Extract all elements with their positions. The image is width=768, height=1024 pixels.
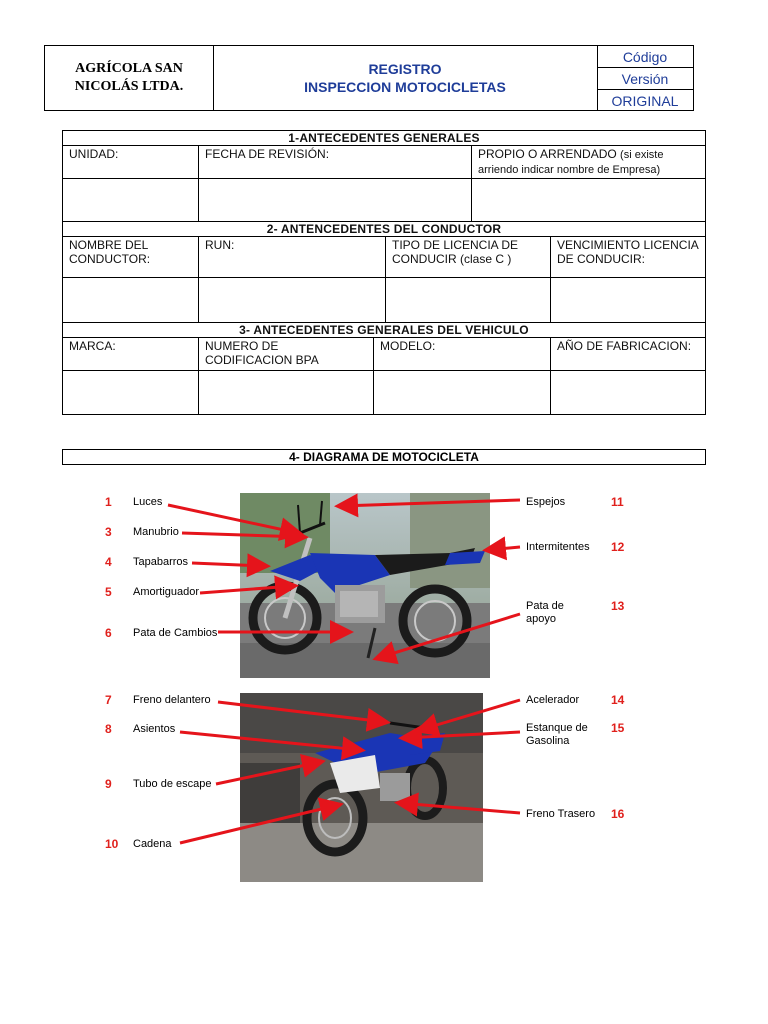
section-3-title: 3- ANTECEDENTES GENERALES DEL VEHICULO xyxy=(63,323,706,338)
marca-field[interactable] xyxy=(63,371,199,415)
run-field[interactable] xyxy=(199,278,386,323)
part-number-3: 3 xyxy=(105,525,112,539)
part-label-intermitentes: Intermitentes xyxy=(526,541,590,553)
marca-label xyxy=(63,338,199,371)
part-number-8: 8 xyxy=(105,722,112,736)
part-label-manubrio: Manubrio xyxy=(133,526,179,538)
tipo-line-1: TIPO DE LICENCIA DE xyxy=(392,238,519,252)
numero-label xyxy=(199,338,374,371)
run-label xyxy=(199,237,386,278)
pata-apoyo-line-1: Pata de xyxy=(526,600,564,612)
part-number-13: 13 xyxy=(611,599,625,613)
part-number-11: 11 xyxy=(611,495,624,509)
part-label-freno-trasero: Freno Trasero xyxy=(526,808,596,820)
part-number-1: 1 xyxy=(105,495,112,509)
fecha-label xyxy=(199,146,472,179)
propio-main: PROPIO O ARRENDADO xyxy=(478,147,617,161)
nombre-label xyxy=(63,237,199,278)
title-line-1: REGISTRO xyxy=(368,61,442,77)
part-number-4: 4 xyxy=(105,555,112,569)
section-4-title: 4- DIAGRAMA DE MOTOCICLETA xyxy=(62,449,706,465)
part-number-15: 15 xyxy=(611,721,625,735)
propio-note-2: arriendo indicar nombre de Empresa) xyxy=(478,164,661,176)
tipo-line-2: CONDUCIR (clase C ) xyxy=(392,252,512,266)
part-label-acelerador: Acelerador xyxy=(526,694,580,706)
venc-line-1: VENCIMIENTO LICENCIA xyxy=(557,238,699,252)
vencimiento-label xyxy=(551,237,706,278)
part-label-amortiguador: Amortiguador xyxy=(133,586,200,598)
company-line-1: AGRÍCOLA SAN xyxy=(75,61,183,76)
part-label-pata-de-cambios: Pata de Cambios xyxy=(133,627,218,639)
pata-apoyo-line-2: apoyo xyxy=(526,613,556,625)
part-label-pata-de-apoyo xyxy=(526,600,564,626)
fecha-field[interactable] xyxy=(199,179,472,222)
title-line-2: INSPECCION MOTOCICLETAS xyxy=(304,79,506,95)
document-meta xyxy=(597,46,693,110)
part-label-freno-delantero: Freno delantero xyxy=(133,694,211,706)
original-label: ORIGINAL xyxy=(611,92,679,109)
vencimiento-field[interactable] xyxy=(551,278,706,323)
nombre-field[interactable] xyxy=(63,278,199,323)
motorcycle-photo-front xyxy=(240,693,483,882)
part-number-16: 16 xyxy=(611,807,625,821)
modelo-text: MODELO: xyxy=(380,339,436,353)
inspection-form xyxy=(62,130,706,415)
codigo-label: Código xyxy=(597,46,693,68)
venc-line-2: DE CONDUCIR: xyxy=(557,252,646,266)
part-label-tubo-de-escape: Tubo de escape xyxy=(133,778,212,790)
tipo-licencia-label xyxy=(386,237,551,278)
section-1-title: 1-ANTECEDENTES GENERALES xyxy=(63,131,706,146)
part-label-tapabarros: Tapabarros xyxy=(133,556,189,568)
nombre-line-2: CONDUCTOR: xyxy=(69,252,151,266)
unidad-text: UNIDAD: xyxy=(69,147,119,161)
fecha-text: FECHA DE REVISIÓN: xyxy=(205,147,330,161)
part-number-5: 5 xyxy=(105,585,112,599)
company-name xyxy=(45,46,214,110)
modelo-field[interactable] xyxy=(374,371,551,415)
part-number-12: 12 xyxy=(611,540,625,554)
part-label-cadena: Cadena xyxy=(133,838,172,850)
unidad-label xyxy=(63,146,199,179)
anio-label xyxy=(551,338,706,371)
tipo-licencia-field[interactable] xyxy=(386,278,551,323)
motorcycle-photo-side xyxy=(240,493,490,678)
run-text: RUN: xyxy=(205,238,235,252)
part-number-6: 6 xyxy=(105,626,112,640)
part-number-14: 14 xyxy=(611,693,625,707)
estanque-line-1: Estanque de xyxy=(526,722,588,734)
propio-label xyxy=(472,146,706,179)
propio-field[interactable] xyxy=(472,179,706,222)
numero-line-2: CODIFICACION BPA xyxy=(205,353,319,367)
unidad-field[interactable] xyxy=(63,179,199,222)
part-number-9: 9 xyxy=(105,777,112,791)
part-number-10: 10 xyxy=(105,837,119,851)
part-label-espejos: Espejos xyxy=(526,496,566,508)
part-label-luces: Luces xyxy=(133,496,163,508)
part-number-7: 7 xyxy=(105,693,112,707)
document-header xyxy=(44,45,694,111)
nombre-line-1: NOMBRE DEL xyxy=(69,238,149,252)
propio-note-1: (si existe xyxy=(620,149,664,161)
company-line-2: NICOLÁS LTDA. xyxy=(74,79,184,94)
modelo-label xyxy=(374,338,551,371)
anio-field[interactable] xyxy=(551,371,706,415)
section-2-title: 2- ANTENCEDENTES DEL CONDUCTOR xyxy=(63,222,706,237)
motorcycle-front-illustration xyxy=(240,693,483,882)
estanque-line-2: Gasolina xyxy=(526,735,570,747)
part-label-asientos: Asientos xyxy=(133,723,176,735)
numero-field[interactable] xyxy=(199,371,374,415)
motorcycle-side-illustration xyxy=(240,493,490,678)
version-label: Versión xyxy=(597,68,693,90)
anio-text: AÑO DE FABRICACION: xyxy=(557,339,692,353)
numero-line-1: NUMERO DE xyxy=(205,339,279,353)
marca-text: MARCA: xyxy=(69,339,116,353)
document-title xyxy=(213,46,598,110)
part-label-estanque-de-gasolina xyxy=(526,722,588,748)
